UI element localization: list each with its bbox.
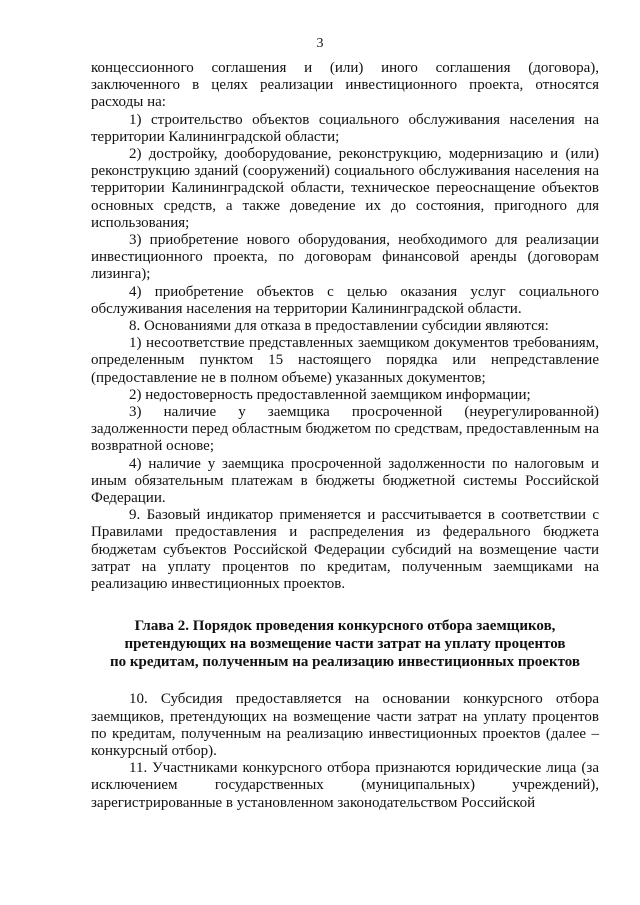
paragraph: 1) несоответствие представленных заемщиком документов требованиям, определенным пунктом 15 настоящего порядка или непредставление (предоставление не в полном объеме) указанных документов; <box>91 335 599 386</box>
paragraph: 10. Субсидия предоставляется на основании конкурсного отбора заемщиков, претендующих на возмещение части затрат на уплату процентов по кредитам, полученным на реализацию инвестиционных проектов (далее – конкурсный отбор). <box>91 691 599 759</box>
document-body <box>91 60 599 812</box>
chapter-heading <box>91 617 599 671</box>
section-after-heading <box>91 691 599 811</box>
section-before-heading <box>91 60 599 593</box>
chapter-heading-line: Глава 2. Порядок проведения конкурсного отбора заемщиков, <box>134 618 556 635</box>
paragraph: 3) наличие у заемщика просроченной (неурегулированной) задолженности перед областным бюджетом по средствам, предоставленным на возвратной основе; <box>91 404 599 455</box>
paragraph: 3) приобретение нового оборудования, необходимого для реализации инвестиционного проекта, по договорам финансовой аренды (договорам лизинга); <box>91 232 599 283</box>
paragraph: 4) приобретение объектов с целью оказания услуг социального обслуживания населения на территории Калининградской области. <box>91 283 599 317</box>
chapter-heading-line: претендующих на возмещение части затрат на уплату процентов <box>124 636 566 653</box>
paragraph: 4) наличие у заемщика просроченной задолженности по налоговым и иным обязательным платежам в бюджеты бюджетной системы Российской Федерации. <box>91 455 599 507</box>
chapter-heading-line: по кредитам, полученным на реализацию инвестиционных проектов <box>110 654 580 671</box>
paragraph: 1) строительство объектов социального обслуживания населения на территории Калининградской области; <box>91 111 599 145</box>
paragraph: 2) достройку, дооборудование, реконструкцию, модернизацию и (или) реконструкцию зданий (сооружений) социального обслуживания населения на территории Калининградской области, техническое переоснащение объектов основных средств, а также доведение их до состояния, пригодного для использования; <box>91 146 599 231</box>
page-number: 3 <box>316 36 324 51</box>
paragraph: 8. Основаниями для отказа в предоставлении субсидии являются: <box>129 318 549 335</box>
paragraph: концессионного соглашения и (или) иного соглашения (договора), заключенного в целях реализации инвестиционного проекта, относятся расходы на: <box>91 60 599 111</box>
paragraph: 9. Базовый индикатор применяется и рассчитывается в соответствии с Правилами предоставления и распределения из федерального бюджета бюджетам субъектов Российской Федерации субсидий на возмещение части затрат на уплату процентов по кредитам, полученным заемщиками на реализацию инвестиционных проектов. <box>91 507 599 593</box>
paragraph: 11. Участниками конкурсного отбора признаются юридические лица (за исключением государственных (муниципальных) учреждений), зарегистрированные в установленном законодательством Российской <box>91 760 599 811</box>
paragraph: 2) недостоверность предоставленной заемщиком информации; <box>129 386 531 403</box>
